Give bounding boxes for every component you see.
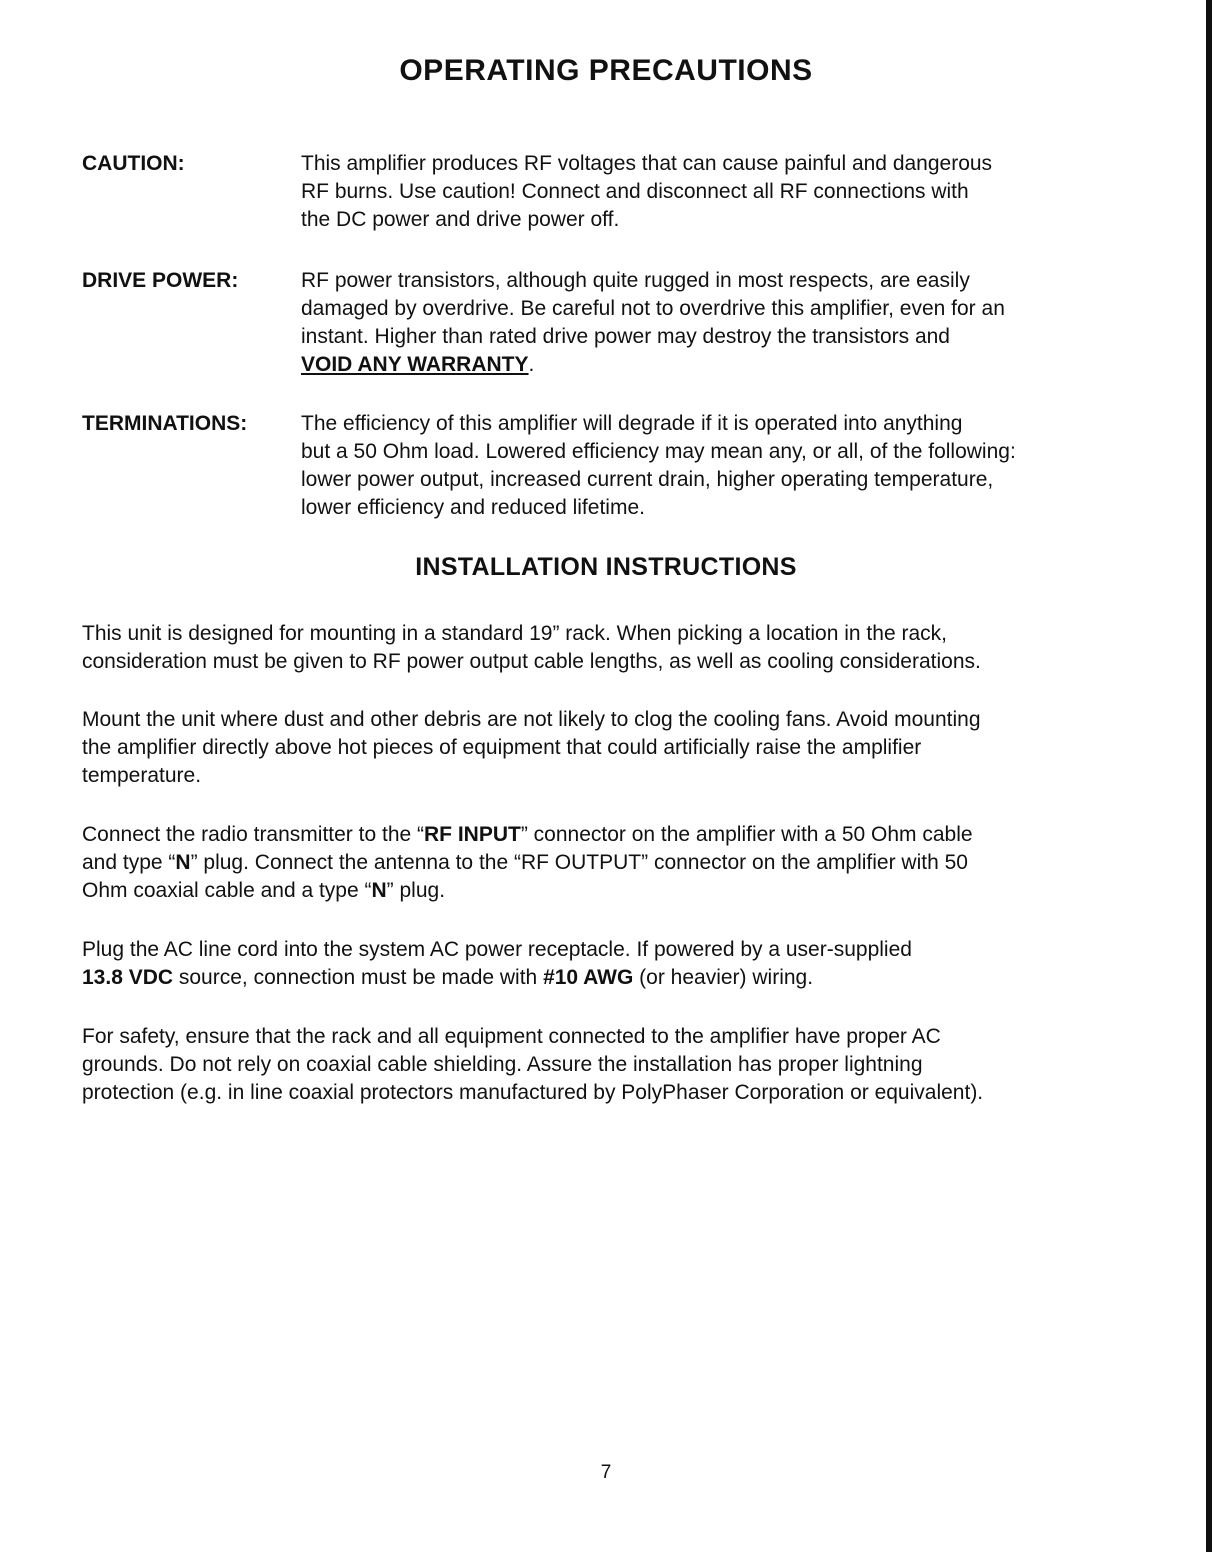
text-run: Connect the radio transmitter to the “	[82, 823, 424, 846]
text-line: RF power transistors, although quite rugged in most respects, are easily	[301, 269, 970, 292]
text-line: but a 50 Ohm load. Lowered efficiency may mean any, or all, of the following:	[301, 440, 1016, 463]
precaution-label: TERMINATIONS:	[82, 412, 248, 435]
text-line: the DC power and drive power off.	[301, 208, 620, 231]
precaution-text	[301, 410, 1141, 522]
text-run: ” plug. Connect the antenna to the “RF OUTPUT” connector on the amplifier with 50	[190, 851, 968, 874]
page-title: OPERATING PRECAUTIONS	[399, 54, 813, 87]
precaution-text	[301, 267, 1141, 379]
text-line: protection (e.g. in line coaxial protectors manufactured by PolyPhaser Corporation or equivalent).	[82, 1081, 984, 1104]
text-line: Plug the AC line cord into the system AC power receptacle. If powered by a user-supplied	[82, 938, 912, 961]
precaution-label: CAUTION:	[82, 152, 185, 175]
scan-edge-border	[1206, 0, 1212, 1552]
page-number: 7	[600, 1462, 612, 1483]
text-line	[82, 877, 1142, 905]
text-run: Ohm coaxial cable and a type “	[82, 879, 372, 902]
text-line	[82, 821, 1142, 849]
text-run: source, connection must be made with	[173, 966, 544, 989]
wire-gauge-label: #10 AWG	[543, 966, 634, 989]
text-line: RF burns. Use caution! Connect and disconnect all RF connections with	[301, 180, 969, 203]
text-line: This amplifier produces RF voltages that can cause painful and dangerous	[301, 152, 993, 175]
text-run: (or heavier) wiring.	[633, 966, 814, 989]
warranty-suffix: .	[528, 353, 535, 376]
installation-paragraph-rack	[82, 620, 1142, 676]
text-run: ” connector on the amplifier with a 50 Ohm cable	[520, 823, 973, 846]
voltage-label: 13.8 VDC	[82, 966, 174, 989]
text-line: lower power output, increased current drain, higher operating temperature,	[301, 468, 994, 491]
text-line: damaged by overdrive. Be careful not to overdrive this amplifier, even for an	[301, 297, 1005, 320]
installation-paragraph-mounting	[82, 706, 1142, 790]
text-line: This unit is designed for mounting in a standard 19” rack. When picking a location in the rack,	[82, 622, 947, 645]
precaution-text	[301, 150, 1141, 234]
precaution-label: DRIVE POWER:	[82, 269, 239, 292]
text-line: temperature.	[82, 764, 202, 787]
text-line: consideration must be given to RF power output cable lengths, as well as cooling considerations.	[82, 650, 981, 673]
installation-paragraph-connections	[82, 821, 1142, 905]
text-line: For safety, ensure that the rack and all equipment connected to the amplifier have proper AC	[82, 1025, 941, 1048]
text-run: and type “	[82, 851, 176, 874]
installation-paragraph-power	[82, 936, 1142, 992]
text-line: lower efficiency and reduced lifetime.	[301, 496, 645, 519]
text-line: the amplifier directly above hot pieces of equipment that could artificially raise the amplifier	[82, 736, 922, 759]
void-warranty-notice: VOID ANY WARRANTY	[301, 353, 529, 376]
installation-paragraph-safety	[82, 1023, 1142, 1107]
text-line	[82, 849, 1142, 877]
installation-title: INSTALLATION INSTRUCTIONS	[415, 553, 797, 581]
text-line	[82, 964, 1142, 992]
text-run: ” plug.	[386, 879, 446, 902]
n-plug-label: N	[175, 851, 191, 874]
text-line: instant. Higher than rated drive power may destroy the transistors and	[301, 325, 950, 348]
text-line: Mount the unit where dust and other debris are not likely to clog the cooling fans. Avoid mounting	[82, 708, 981, 731]
rf-input-label: RF INPUT	[424, 823, 521, 846]
n-plug-label: N	[371, 879, 387, 902]
text-line	[301, 351, 1141, 379]
text-line: The efficiency of this amplifier will degrade if it is operated into anything	[301, 412, 963, 435]
text-line: grounds. Do not rely on coaxial cable shielding. Assure the installation has proper lightning	[82, 1053, 923, 1076]
